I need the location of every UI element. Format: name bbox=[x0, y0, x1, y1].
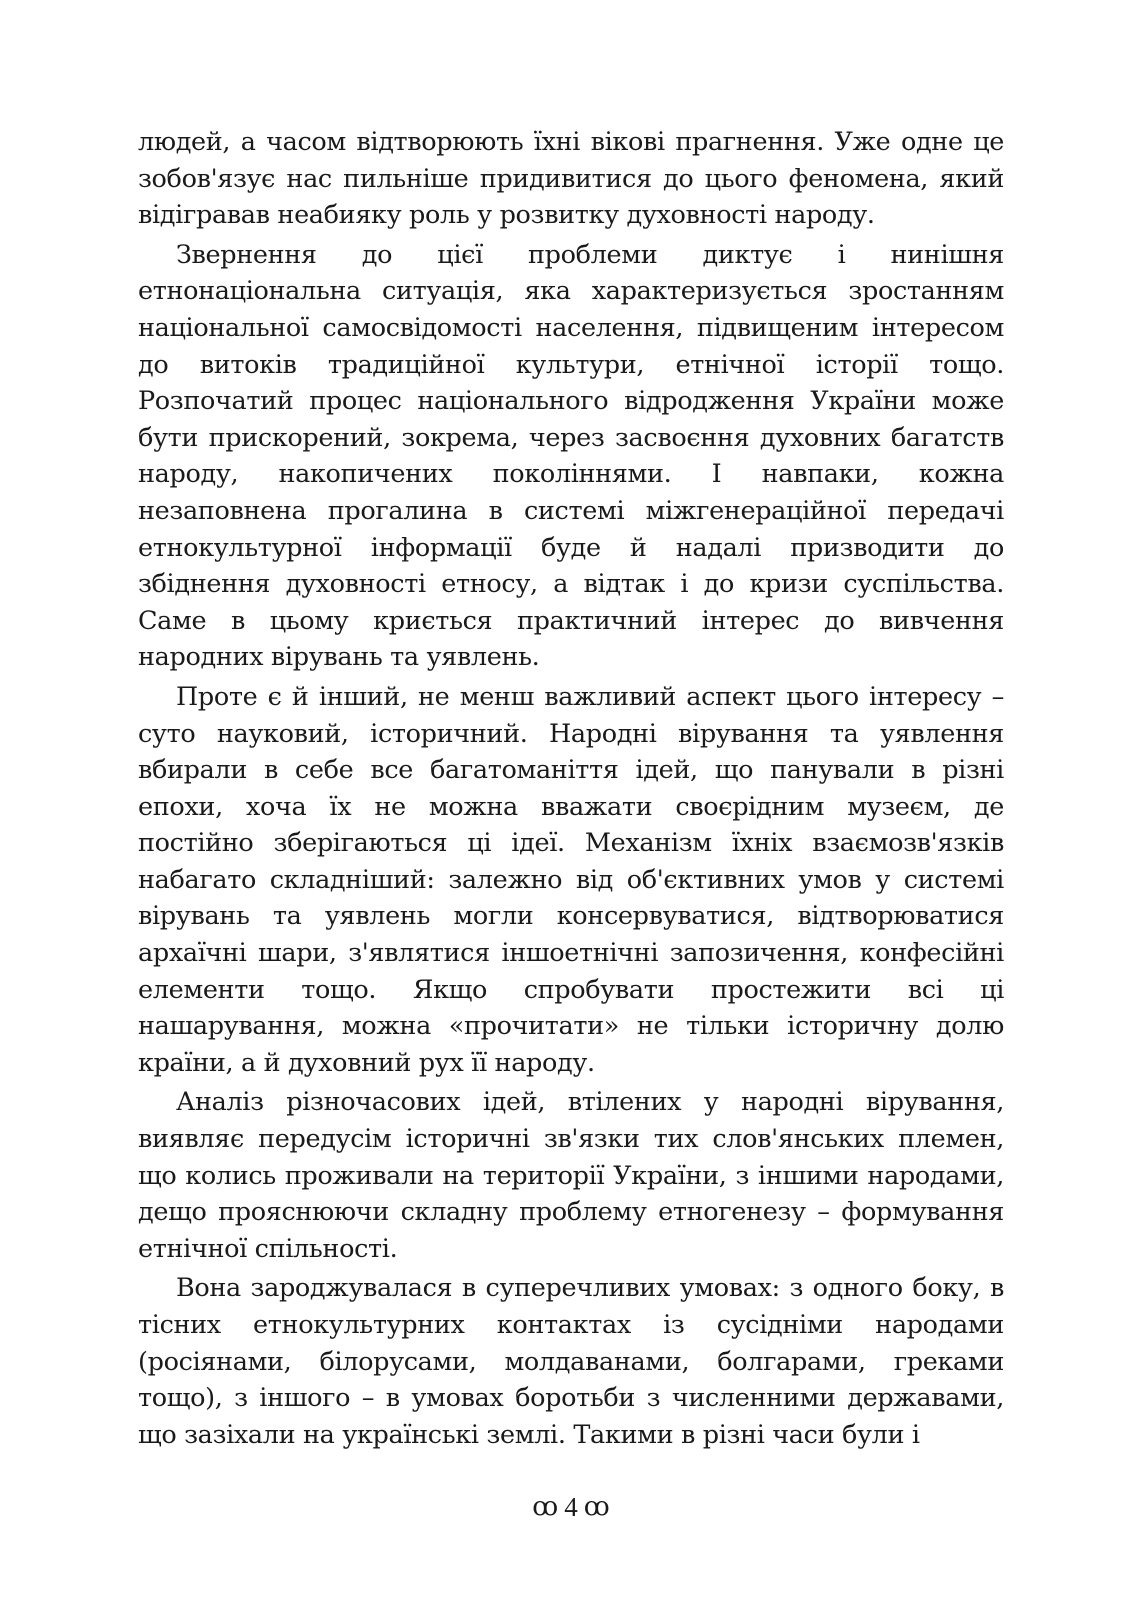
page-footer bbox=[0, 1488, 1142, 1523]
paragraph-5: Вона зароджувалася в суперечливих умовах: з одного боку, в тісних етнокультурних контактах із сусідніми народами (росіянами, білорусами, молдаванами, болгарами, греками тощо), з іншого – в умовах боротьби з численними державами, що зазіхали на українські землі. Такими в різні часи були і bbox=[138, 1273, 1004, 1450]
right-ornament-icon: ꝏ bbox=[583, 1491, 610, 1521]
left-ornament-icon: ꝏ bbox=[532, 1491, 559, 1521]
paragraph-4: Аналіз різночасових ідей, втілених у народні вірування, виявляє передусім історичні зв'язки тих слов'янських племен, що колись проживали на території України, з іншими народами, дещо прояснюючи складну проблему етногенезу – формування етнічної спільності. bbox=[138, 1087, 1004, 1264]
page-body bbox=[138, 124, 1004, 1456]
paragraph-3: Проте є й інший, не менш важливий аспект цього інтересу – суто науковий, історичний. Народні вірування та уявлення вбирали в себе все багатоманіття ідей, що панували в різні епохи, хоча їх не можна вважати своєрідним музеєм, де постійно зберігаються ці ідеї. Механізм їхніх взаємозв'язків набагато складніший: залежно від об'єктивних умов у системі вірувань та уявлень могли консервуватися, відтворюватися архаїчні шари, з'являтися іншоетнічні запозичення, конфесійні елементи тощо. Якщо спробувати простежити всі ці нашарування, можна «прочитати» не тільки історичну долю країни, а й духовний рух її народу. bbox=[138, 681, 1004, 1078]
paragraph-1: людей, а часом відтворюють їхні вікові прагнення. Уже одне це зобов'язує нас пильніше придивитися до цього феномена, який відігравав неабияку роль у розвитку духовності народу. bbox=[138, 127, 1004, 231]
page-number: 4 bbox=[564, 1491, 578, 1522]
paragraph-2: Звернення до цієї проблеми диктує і нинішня етнонаціональна ситуація, яка характеризується зростанням національної самосвідомості населення, підвищеним інтересом до витоків традиційної культури, етнічної історії тощо. Розпочатий процес національного відродження України може бути прискорений, зокрема, через засвоєння духовних багатств народу, накопичених поколіннями. І навпаки, кожна незаповнена прогалина в системі міжгенераційної передачі етнокультурної інформації буде й надалі призводити до збіднення духовності етносу, а відтак і до кризи суспільства. Саме в цьому криється практичний інтерес до вивчення народних вірувань та уявлень. bbox=[138, 239, 1004, 673]
